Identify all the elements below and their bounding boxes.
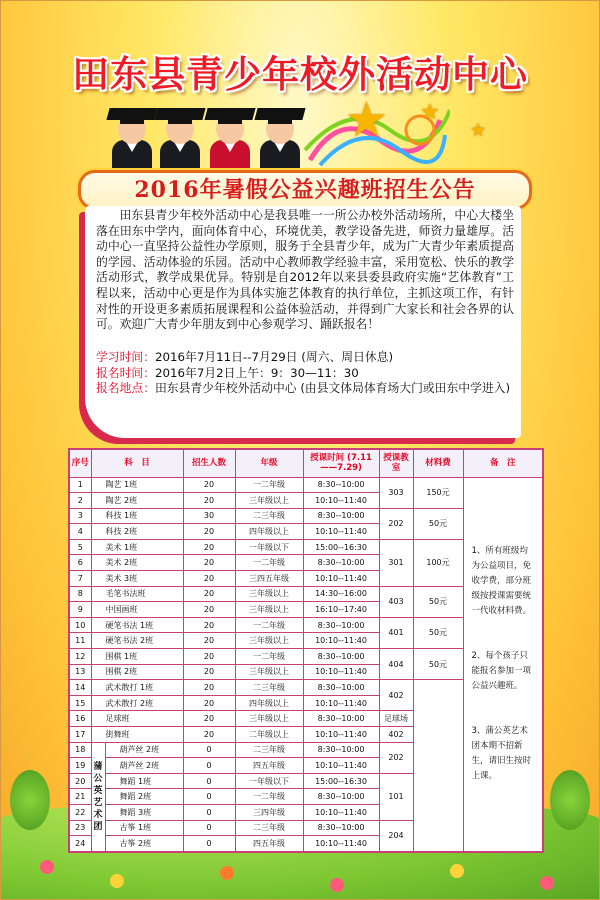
row-grade: 一二年级 [235, 649, 303, 665]
row-grade: 四五年级 [235, 758, 303, 774]
table-body [69, 477, 543, 852]
flower-decoration [220, 866, 234, 880]
poster-title: 田东县青少年校外活动中心 [72, 53, 528, 96]
row-grade: 三四五年级 [235, 571, 303, 587]
row-time: 10:10--11:40 [303, 571, 379, 587]
row-grade: 一二年级 [235, 477, 303, 493]
row-room: 301 [379, 539, 413, 586]
row-grade: 一二年级 [235, 617, 303, 633]
row-no: 16 [69, 711, 91, 727]
row-time: 10:10--11:40 [303, 493, 379, 509]
header-grade: 年级 [235, 449, 303, 477]
row-room: 204 [379, 820, 413, 852]
row-time: 8:30--10:00 [303, 508, 379, 524]
row-no: 24 [69, 836, 91, 852]
row-enroll: 20 [183, 649, 235, 665]
header-no: 序号 [69, 449, 91, 477]
graduate-kids-illustration [108, 88, 308, 174]
row-time: 10:10--11:40 [303, 695, 379, 711]
row-room: 402 [379, 680, 413, 711]
row-fee: 100元 [413, 539, 463, 586]
row-subject: 硬笔书法 1班 [91, 617, 183, 633]
row-grade: 二三年级 [235, 742, 303, 758]
row-enroll: 30 [183, 508, 235, 524]
row-enroll: 0 [183, 742, 235, 758]
row-time: 14:30--16:00 [303, 586, 379, 602]
row-time: 8:30--10:00 [303, 649, 379, 665]
row-no: 18 [69, 742, 91, 758]
header-enroll: 招生人数 [183, 449, 235, 477]
row-no: 5 [69, 539, 91, 555]
row-room: 401 [379, 617, 413, 648]
tree-decoration [10, 770, 50, 830]
row-grade: 一年级以下 [235, 773, 303, 789]
flower-decoration [330, 878, 344, 892]
row-enroll: 20 [183, 524, 235, 540]
row-time: 10:10--11:40 [303, 804, 379, 820]
header-note: 备 注 [463, 449, 543, 477]
study-time-value: 2016年7月11日--7月29日 (周六、周日休息) [155, 350, 394, 364]
row-no: 15 [69, 695, 91, 711]
row-no: 19 [69, 758, 91, 774]
row-grade: 四年级以上 [235, 524, 303, 540]
row-fee: 50元 [413, 617, 463, 648]
notice-banner [78, 170, 532, 210]
row-no: 20 [69, 773, 91, 789]
fee-empty [413, 680, 463, 852]
row-subject: 武术散打 2班 [91, 695, 183, 711]
row-enroll: 20 [183, 586, 235, 602]
row-enroll: 20 [183, 602, 235, 618]
row-enroll: 20 [183, 633, 235, 649]
row-enroll: 20 [183, 727, 235, 743]
row-time: 10:10--11:40 [303, 727, 379, 743]
row-time: 8:30--10:00 [303, 742, 379, 758]
row-room: 202 [379, 508, 413, 539]
note-1: 1、所有班级均为公益项目，免收学费，部分班级按授课需要统一代收材料费。 [471, 546, 532, 617]
row-time: 8:30--10:00 [303, 555, 379, 571]
row-no: 8 [69, 586, 91, 602]
row-time: 10:10--11:40 [303, 664, 379, 680]
row-grade: 二三年级 [235, 680, 303, 696]
row-room: 402 [379, 727, 413, 743]
row-enroll: 20 [183, 539, 235, 555]
header-subject: 科 目 [91, 449, 183, 477]
row-grade: 三年级以上 [235, 602, 303, 618]
row-subject: 古筝 2班 [105, 836, 183, 852]
note-3: 3、蒲公英艺术团本期不招新生，请旧生按时上课。 [471, 726, 532, 782]
row-grade: 四五年级 [235, 836, 303, 852]
flower-decoration [450, 864, 464, 878]
row-no: 6 [69, 555, 91, 571]
row-enroll: 20 [183, 711, 235, 727]
row-no: 1 [69, 477, 91, 493]
row-enroll: 0 [183, 789, 235, 805]
row-grade: 一年级以下 [235, 539, 303, 555]
row-subject: 硬笔书法 2班 [91, 633, 183, 649]
row-time: 8:30--10:00 [303, 680, 379, 696]
row-subject: 围棋 2班 [91, 664, 183, 680]
row-time: 15:00--16:30 [303, 773, 379, 789]
row-subject: 中国画班 [91, 602, 183, 618]
row-grade: 三年级以上 [235, 586, 303, 602]
banner-title: 2016年暑假公益兴趣班招生公告 [134, 177, 476, 203]
table-row [69, 477, 543, 493]
row-subject: 科技 1班 [91, 508, 183, 524]
row-grade: 二年级以上 [235, 727, 303, 743]
troupe-label [91, 742, 105, 852]
row-no: 22 [69, 804, 91, 820]
row-grade: 三年级以上 [235, 493, 303, 509]
class-schedule-table [68, 448, 544, 853]
troupe-name: 蒲公英艺术团 [93, 761, 103, 832]
row-room: 202 [379, 742, 413, 773]
row-fee: 50元 [413, 508, 463, 539]
row-time: 10:10--11:40 [303, 758, 379, 774]
row-grade: 二三年级 [235, 820, 303, 836]
row-subject: 武术散打 1班 [91, 680, 183, 696]
row-room: 403 [379, 586, 413, 617]
row-subject: 葫芦丝 2班 [105, 758, 183, 774]
row-grade: 三年级以上 [235, 633, 303, 649]
row-grade: 三四年级 [235, 804, 303, 820]
row-subject: 陶艺 2班 [91, 493, 183, 509]
row-no: 23 [69, 820, 91, 836]
row-no: 4 [69, 524, 91, 540]
row-enroll: 20 [183, 493, 235, 509]
row-time: 15:00--16:30 [303, 539, 379, 555]
row-no: 21 [69, 789, 91, 805]
row-room: 303 [379, 477, 413, 508]
row-fee: 50元 [413, 586, 463, 617]
row-time: 8:30--10:00 [303, 789, 379, 805]
row-enroll: 20 [183, 695, 235, 711]
row-subject: 毛笔书法班 [91, 586, 183, 602]
row-grade: 三年级以上 [235, 664, 303, 680]
row-no: 9 [69, 602, 91, 618]
row-time: 10:10--11:40 [303, 836, 379, 852]
header-fee: 材料费 [413, 449, 463, 477]
register-time-value: 2016年7月2日上午：9：30—11：30 [155, 365, 359, 380]
row-enroll: 0 [183, 758, 235, 774]
row-enroll: 20 [183, 555, 235, 571]
enrollment-info [96, 350, 516, 397]
notes-cell [463, 477, 543, 852]
row-subject: 舞蹈 3班 [105, 804, 183, 820]
row-grade: 一二年级 [235, 555, 303, 571]
row-enroll: 0 [183, 820, 235, 836]
study-time-row [96, 350, 516, 366]
study-time-label: 学习时间： [96, 350, 155, 364]
row-subject: 美术 1班 [91, 539, 183, 555]
row-time: 8:30--10:00 [303, 711, 379, 727]
row-enroll: 20 [183, 477, 235, 493]
row-no: 3 [69, 508, 91, 524]
row-fee: 50元 [413, 649, 463, 680]
row-grade: 四年级以上 [235, 695, 303, 711]
row-subject: 陶艺 1班 [91, 477, 183, 493]
row-no: 12 [69, 649, 91, 665]
row-subject: 美术 2班 [91, 555, 183, 571]
row-time: 8:30--10:00 [303, 617, 379, 633]
star-icon: ★ [345, 92, 389, 148]
row-time: 8:30--10:00 [303, 820, 379, 836]
row-time: 10:10--11:40 [303, 524, 379, 540]
row-no: 2 [69, 493, 91, 509]
register-place-label: 报名地点： [96, 381, 155, 396]
row-enroll: 20 [183, 617, 235, 633]
row-no: 14 [69, 680, 91, 696]
row-room: 足球场 [379, 711, 413, 727]
register-time-row [96, 366, 516, 382]
row-enroll: 0 [183, 773, 235, 789]
row-enroll: 20 [183, 680, 235, 696]
note-2: 2、每个孩子只能报名参加一项公益兴趣班。 [471, 651, 532, 692]
row-enroll: 20 [183, 664, 235, 680]
row-time: 10:10--11:40 [303, 633, 379, 649]
row-fee: 150元 [413, 477, 463, 508]
register-place-value: 田东县青少年校外活动中心 (由县文体局体育场大门或田东中学进入) [155, 381, 511, 396]
row-subject: 美术 3班 [91, 571, 183, 587]
tree-decoration [550, 770, 590, 830]
row-subject: 古筝 1班 [105, 820, 183, 836]
row-no: 11 [69, 633, 91, 649]
row-grade: 三年级以上 [235, 711, 303, 727]
row-enroll: 20 [183, 571, 235, 587]
row-no: 10 [69, 617, 91, 633]
row-subject: 围棋 1班 [91, 649, 183, 665]
row-time: 8:30--10:00 [303, 477, 379, 493]
row-room: 404 [379, 649, 413, 680]
register-place-row [96, 381, 516, 397]
header-room: 授课教室 [379, 449, 413, 477]
row-no: 7 [69, 571, 91, 587]
row-no: 17 [69, 727, 91, 743]
flower-decoration [40, 860, 54, 874]
header-time: 授课时间 (7.11——7.29) [303, 449, 379, 477]
star-icon: ★ [470, 120, 487, 141]
intro-text: 田东县青少年校外活动中心是我县唯一一所公办校外活动场所，中心大楼坐落在田东中学内，面向体育中心，环境优美，教学设备先进，师资力量雄厚。活动中心一直坚持公益性办学原则，服务于全县青少年，成为广大青少年素质提高的学园、活动体验的乐园。活动中心教师教学经验丰富，采用宽松、快乐的教学活动形式，教学成果优异。特别是自2012年以来县委县政府实施“艺体教育”工程以来，活动中心更是作为具体实施艺体教育的执行单位，主抓这项工作，有针对性的开设更多素质拓展课程和公益体验活动，并得到广大家长和社会各界的认可。欢迎广大青少年朋友到中心参观学习、踊跃报名！ [96, 208, 514, 332]
row-grade: 二三年级 [235, 508, 303, 524]
row-subject: 街舞班 [91, 727, 183, 743]
star-icon: ★ [420, 100, 440, 125]
row-subject: 足球班 [91, 711, 183, 727]
row-room: 101 [379, 773, 413, 820]
flower-decoration [110, 874, 124, 888]
row-grade: 一二年级 [235, 789, 303, 805]
row-time: 16:10--17:40 [303, 602, 379, 618]
row-subject: 科技 2班 [91, 524, 183, 540]
row-subject: 葫芦丝 2班 [105, 742, 183, 758]
row-enroll: 0 [183, 804, 235, 820]
row-enroll: 0 [183, 836, 235, 852]
flower-decoration [540, 876, 554, 890]
row-subject: 舞蹈 2班 [105, 789, 183, 805]
row-no: 13 [69, 664, 91, 680]
table-header-row [69, 449, 543, 477]
row-subject: 舞蹈 1班 [105, 773, 183, 789]
register-time-label: 报名时间： [96, 365, 155, 380]
